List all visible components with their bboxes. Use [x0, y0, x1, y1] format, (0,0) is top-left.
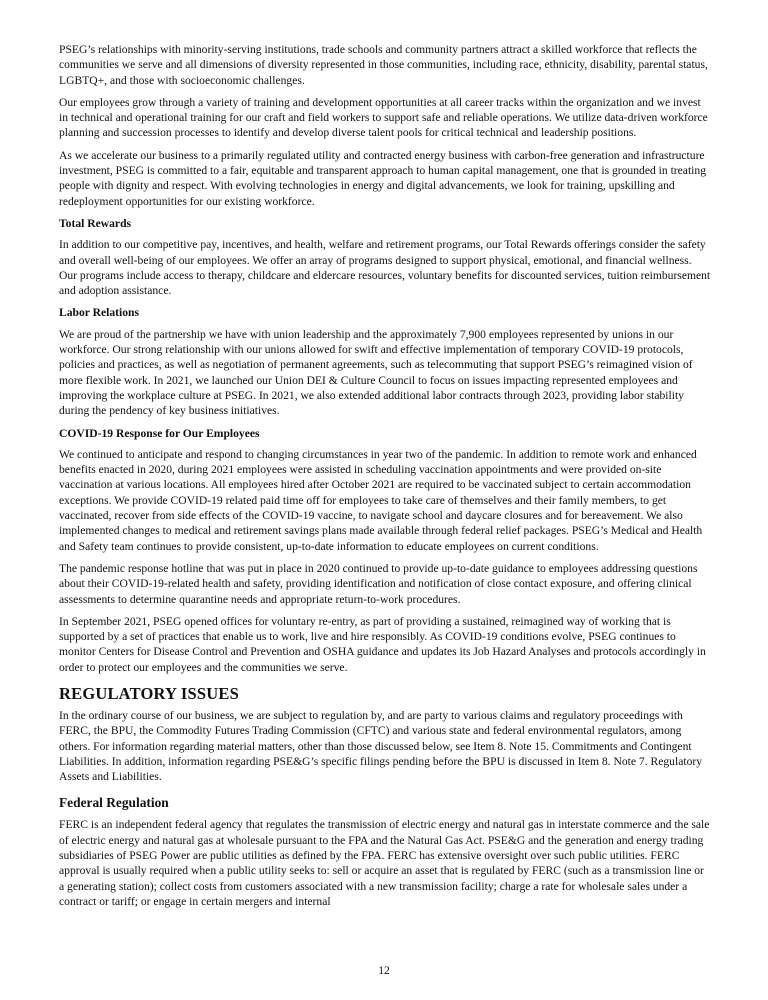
document-page	[59, 42, 711, 916]
paragraph-training-development: Our employees grow through a variety of training and development opportunities at all career tracks within the organization and we invest in technical and operational training for our craft and field workers to support safe and reliable operations. We utilize data-driven workforce planning and succession processes to identify and develop diverse talent pools for critical technical and leadership positions.	[59, 95, 708, 140]
heading-federal-regulation: Federal Regulation	[59, 795, 169, 811]
page-number: 12	[378, 964, 390, 977]
paragraph-workforce-diversity: PSEG’s relationships with minority-serving institutions, trade schools and community partners attract a skilled workforce that reflects the communities we serve and all dimensions of diversity represented in those communities, including race, ethnicity, disability, parental status, LGBTQ+, and those with socioeconomic challenges.	[59, 43, 708, 87]
paragraph-human-capital: As we accelerate our business to a primarily regulated utility and contracted energy business with carbon-free generation and infrastructure investment, PSEG is committed to a fair, equitable and transparent approach to human capital management, one that is grounded in treating people with dignity and respect. With evolving technologies in energy and digital advancements, we look for training, upskilling and redeployment opportunities for our existing workforce.	[59, 148, 706, 208]
paragraph-covid-1: We continued to anticipate and respond to changing circumstances in year two of the pandemic. In addition to remote work and enhanced benefits enacted in 2020, during 2021 employees were assisted in scheduling vaccination appointments and were provided on-site vaccination at various locations. All employees hired after October 2021 are required to be vaccinated subject to certain accommodation exceptions. We provide COVID-19 related paid time off for employees to take care of themselves and their family members, to get vaccinated, recover from side effects of the COVID-19 vaccine, to navigate school and daycare closures and for bereavement. We also implemented changes to medical and retirement savings plans made available through federal relief packages. PSEG’s Medical and Health and Safety team continues to provide consistent, up-to-date information to educate employees on current conditions.	[59, 447, 703, 553]
paragraph-federal-regulation: FERC is an independent federal agency that regulates the transmission of electric energy and natural gas in interstate commerce and the sale of electric energy and natural gas at wholesale pursuant to the FPA and the Natural Gas Act. PSE&G and the generation and energy trading subsidiaries of PSEG Power are public utilities as defined by the FPA. FERC has extensive oversight over such public utilities. FERC approval is usually required when a public utility seeks to: sell or acquire an asset that is regulated by FERC (such as a transmission line or a generating station); collect costs from customers associated with a new transmission facility; charge a rate for wholesale sales under a contract or tariff; or engage in certain mergers and internal	[59, 818, 710, 908]
heading-labor-relations: Labor Relations	[59, 306, 139, 320]
paragraph-total-rewards: In addition to our competitive pay, incentives, and health, welfare and retirement programs, our Total Rewards offerings consider the safety and overall well-being of our employees. We offer an array of programs designed to support physical, emotional, and financial wellness. Our programs include access to therapy, childcare and eldercare resources, voluntary benefits for discounted services, tuition reimbursement and adoption assistance.	[59, 238, 711, 298]
heading-covid-response: COVID-19 Response for Our Employees	[59, 426, 260, 440]
paragraph-regulatory: In the ordinary course of our business, we are subject to regulation by, and are party to various claims and regulatory proceedings with FERC, the BPU, the Commodity Futures Trading Commission (CFTC) and various state and federal environmental regulators, among others. For information regarding material matters, other than those discussed below, see Item 8. Note 15. Commitments and Contingent Liabilities. In addition, information regarding PSE&G’s specific filings pending before the BPU is discussed in Item 8. Note 7. Regulatory Assets and Liabilities.	[59, 708, 703, 784]
paragraph-covid-2: The pandemic response hotline that was put in place in 2020 continued to provide up-to-date guidance to employees addressing questions about their COVID-19-related health and safety, providing identification and notification of close contact exposure, and offering clinical assessments to determine quarantine needs and appropriate return-to-work procedures.	[59, 561, 698, 606]
paragraph-labor-relations: We are proud of the partnership we have with union leadership and the approximately 7,900 employees represented by unions in our workforce. Our strong relationship with our unions allowed for swift and effective implementation of temporary COVID-19 protocols, policies and practices, as well as negotiation of permanent agreements, such as telecommuting that support PSEG’s reimagined vision of more flexible work. In 2021, we launched our Union DEI & Culture Council to focus on issues impacting represented employees and improving the workplace culture at PSEG. In 2021, we also extended additional labor contracts through 2023, providing labor stability during the pendency of key business initiatives.	[59, 327, 693, 418]
heading-total-rewards: Total Rewards	[59, 216, 132, 230]
heading-regulatory-issues: REGULATORY ISSUES	[59, 683, 239, 703]
paragraph-covid-3: In September 2021, PSEG opened offices for voluntary re-entry, as part of providing a sustained, reimagined way of working that is supported by a set of practices that enable us to work, live and hire responsibly. As COVID-19 conditions evolve, PSEG continues to monitor Centers for Disease Control and Prevention and OSHA guidance and updates its Job Hazard Analyses and protocols accordingly in order to protect our employees and the communities we serve.	[59, 614, 706, 674]
